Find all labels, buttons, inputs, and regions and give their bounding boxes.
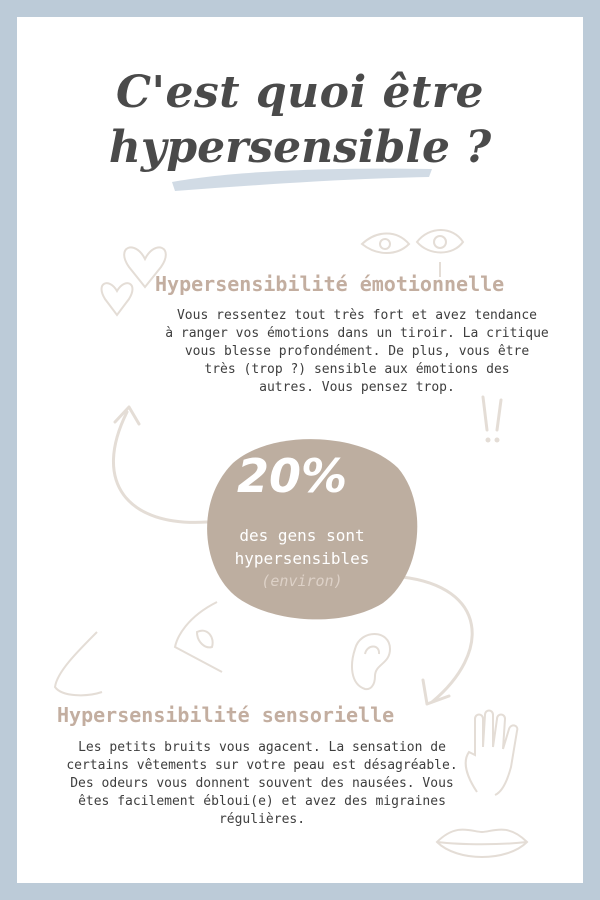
sensory-heading: Hypersensibilité sensorielle bbox=[57, 703, 395, 727]
eye-profile-doodle-icon bbox=[167, 597, 237, 677]
exclamation-doodle-icon bbox=[473, 392, 513, 452]
sensory-line: Des odeurs vous donnent souvent des nausées. Vous bbox=[70, 776, 454, 791]
sensory-line: Les petits bruits vous agacent. La sensation de bbox=[78, 740, 446, 755]
stat-note: (environ) bbox=[261, 572, 343, 590]
emotional-text bbox=[145, 307, 569, 397]
stat-label-line: hypersensibles bbox=[234, 549, 370, 568]
sensory-line: régulières. bbox=[218, 812, 306, 827]
lips-doodle-icon bbox=[432, 817, 532, 872]
infographic-card bbox=[17, 17, 583, 883]
stat-value: 20% bbox=[237, 449, 348, 503]
nose-doodle-icon bbox=[47, 627, 117, 702]
stat-label-line: des gens sont bbox=[239, 526, 365, 545]
emotional-line: Vous ressentez tout très fort et avez tendance bbox=[176, 308, 538, 323]
emotional-line: autres. Vous pensez trop. bbox=[259, 380, 455, 395]
emotional-line: très (trop ?) sensible aux émotions des bbox=[204, 362, 510, 377]
sensory-line: certains vêtements sur votre peau est désagréable. bbox=[66, 758, 458, 773]
emotional-line: vous blesse profondément. De plus, vous être bbox=[184, 344, 530, 359]
stat-label bbox=[212, 524, 392, 570]
emotional-heading: Hypersensibilité émotionnelle bbox=[155, 272, 505, 296]
hand-doodle-icon bbox=[457, 707, 537, 797]
title-line-1: C'est quoi être bbox=[115, 67, 485, 118]
sensory-text bbox=[29, 739, 495, 829]
ear-doodle-icon bbox=[345, 624, 395, 694]
emotional-line: à ranger vos émotions dans un tiroir. La critique bbox=[165, 326, 549, 341]
title-line-2: hypersensible ? bbox=[108, 122, 492, 173]
sensory-line: êtes facilement ébloui(e) et avez des migraines bbox=[78, 794, 446, 809]
